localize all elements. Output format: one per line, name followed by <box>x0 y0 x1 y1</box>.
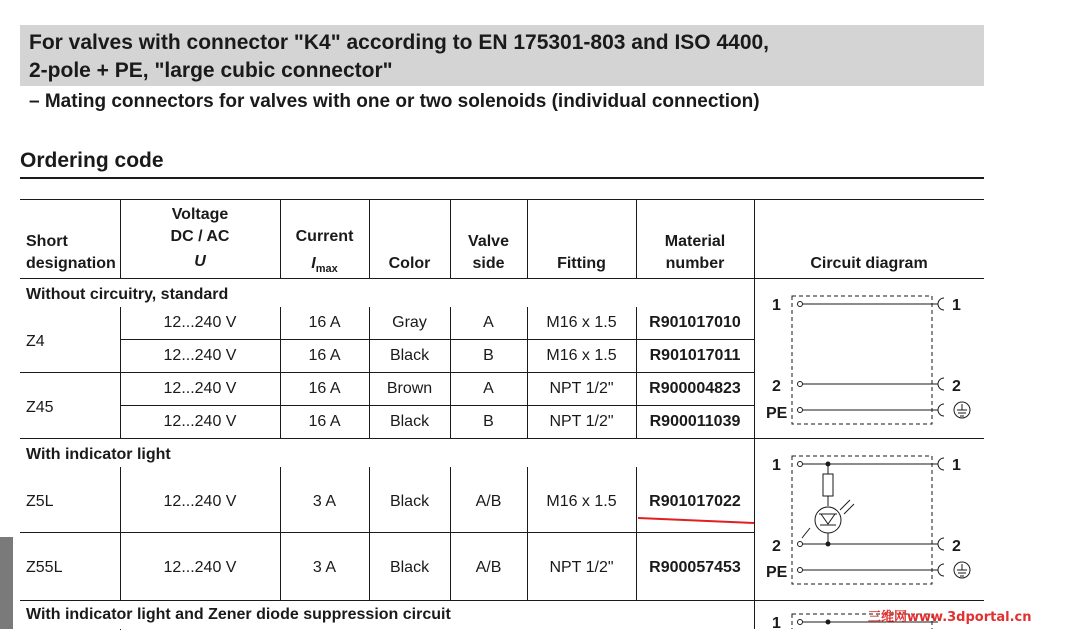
valve-side-cell: A <box>483 380 494 397</box>
col-header-voltage: Voltage DC / AC U <box>170 206 230 270</box>
heading-line-2: 2-pole + PE, "large cubic connector" <box>29 59 393 82</box>
material-number-cell: R900057453 <box>649 559 741 576</box>
voltage-cell: 12...240 V <box>163 380 237 397</box>
short-designation: Z4 <box>26 333 45 350</box>
pe-label: PE <box>766 564 788 581</box>
resistor-icon <box>823 474 833 496</box>
annotation-underline <box>638 518 754 523</box>
led-icon <box>819 514 837 524</box>
connector-housing-outline <box>792 456 932 584</box>
group-title: With indicator light and Zener diode suppression circuit <box>26 606 451 623</box>
voltage-cell: 12...240 V <box>163 559 237 576</box>
col-header-color: Color <box>388 255 431 272</box>
terminal-dot <box>798 408 803 413</box>
pin-label-1: 1 <box>952 297 961 314</box>
junction-dot <box>826 620 830 624</box>
fitting-cell: NPT 1/2" <box>549 559 614 576</box>
fitting-cell: M16 x 1.5 <box>546 347 617 364</box>
short-designation: Z45 <box>26 399 54 416</box>
subtitle: – Mating connectors for valves with one or two solenoids (individual connection) <box>29 91 760 112</box>
connector-housing-outline <box>792 296 932 424</box>
pin-label-1: 1 <box>772 297 781 314</box>
valve-side-cell: A <box>483 314 494 331</box>
col-header-current: Current $I_{max}$ <box>295 228 354 276</box>
color-cell: Black <box>389 493 430 510</box>
voltage-cell: 12...240 V <box>163 314 237 331</box>
fitting-cell: M16 x 1.5 <box>546 493 617 510</box>
terminal-dot <box>798 568 803 573</box>
material-number-cell: R900004823 <box>649 380 741 397</box>
col-header-material: Material number <box>664 233 726 272</box>
pin-label-2: 2 <box>952 378 961 395</box>
socket-symbol <box>938 378 944 390</box>
socket-symbol <box>938 458 944 470</box>
color-cell: Black <box>389 413 430 430</box>
pin-label-2: 2 <box>772 538 781 555</box>
terminal-dot <box>798 542 803 547</box>
terminal-dot <box>798 462 803 467</box>
fitting-cell: NPT 1/2" <box>549 380 614 397</box>
current-cell: 3 A <box>312 493 337 510</box>
fitting-cell: NPT 1/2" <box>549 413 614 430</box>
pin-label-2: 2 <box>772 378 781 395</box>
valve-side-cell: B <box>483 413 494 430</box>
fitting-cell: M16 x 1.5 <box>546 314 617 331</box>
color-cell: Black <box>389 559 430 576</box>
junction-dot <box>826 542 830 546</box>
col-header-fitting: Fitting <box>557 255 606 272</box>
pin-label-1: 1 <box>952 457 961 474</box>
valve-side-cell: B <box>483 347 494 364</box>
col-header-short: Short designation <box>26 233 116 272</box>
socket-symbol <box>938 404 944 416</box>
watermark: 三维网www.3dportal.cn <box>868 610 1032 625</box>
current-cell: 16 A <box>308 347 341 364</box>
current-cell: 16 A <box>308 413 341 430</box>
voltage-cell: 12...240 V <box>163 493 237 510</box>
voltage-cell: 12...240 V <box>163 413 237 430</box>
valve-side-cell: A/B <box>475 559 502 576</box>
short-designation: Z5L <box>26 493 54 510</box>
col-rule <box>120 629 121 630</box>
socket-symbol <box>938 564 944 576</box>
terminal-dot <box>798 382 803 387</box>
color-cell: Brown <box>386 380 433 397</box>
terminal-dot <box>798 620 803 625</box>
color-cell: Gray <box>392 314 427 331</box>
light-ray-icon <box>844 504 854 514</box>
material-number-cell: R901017010 <box>649 314 741 331</box>
group-title: With indicator light <box>26 446 171 463</box>
light-ray-icon <box>840 500 850 510</box>
color-cell: Black <box>389 347 430 364</box>
voltage-cell: 12...240 V <box>163 347 237 364</box>
valve-side-cell: A/B <box>475 493 502 510</box>
pin-label-1: 1 <box>772 457 781 474</box>
current-cell: 3 A <box>312 559 337 576</box>
material-number-cell: R901017011 <box>649 347 741 364</box>
current-cell: 16 A <box>308 380 341 397</box>
led-icon <box>815 507 841 533</box>
pe-label: PE <box>766 405 788 422</box>
socket-symbol <box>938 298 944 310</box>
pin-label-1: 1 <box>772 615 781 632</box>
socket-symbol <box>938 538 944 550</box>
group-title: Without circuitry, standard <box>26 286 229 303</box>
material-number-cell: R901017022 <box>649 493 741 510</box>
current-cell: 16 A <box>308 314 341 331</box>
light-ray-icon <box>802 528 810 538</box>
material-number-cell: R900011039 <box>649 413 741 430</box>
col-header-valve-side: Valve side <box>468 233 509 272</box>
pin-label-2: 2 <box>952 538 961 555</box>
heading-line-1: For valves with connector "K4" according to EN 175301-803 and ISO 4400, <box>29 31 770 54</box>
section-title: Ordering code <box>20 149 164 172</box>
col-header-circuit: Circuit diagram <box>810 255 928 272</box>
short-designation: Z55L <box>26 559 63 576</box>
terminal-dot <box>798 302 803 307</box>
